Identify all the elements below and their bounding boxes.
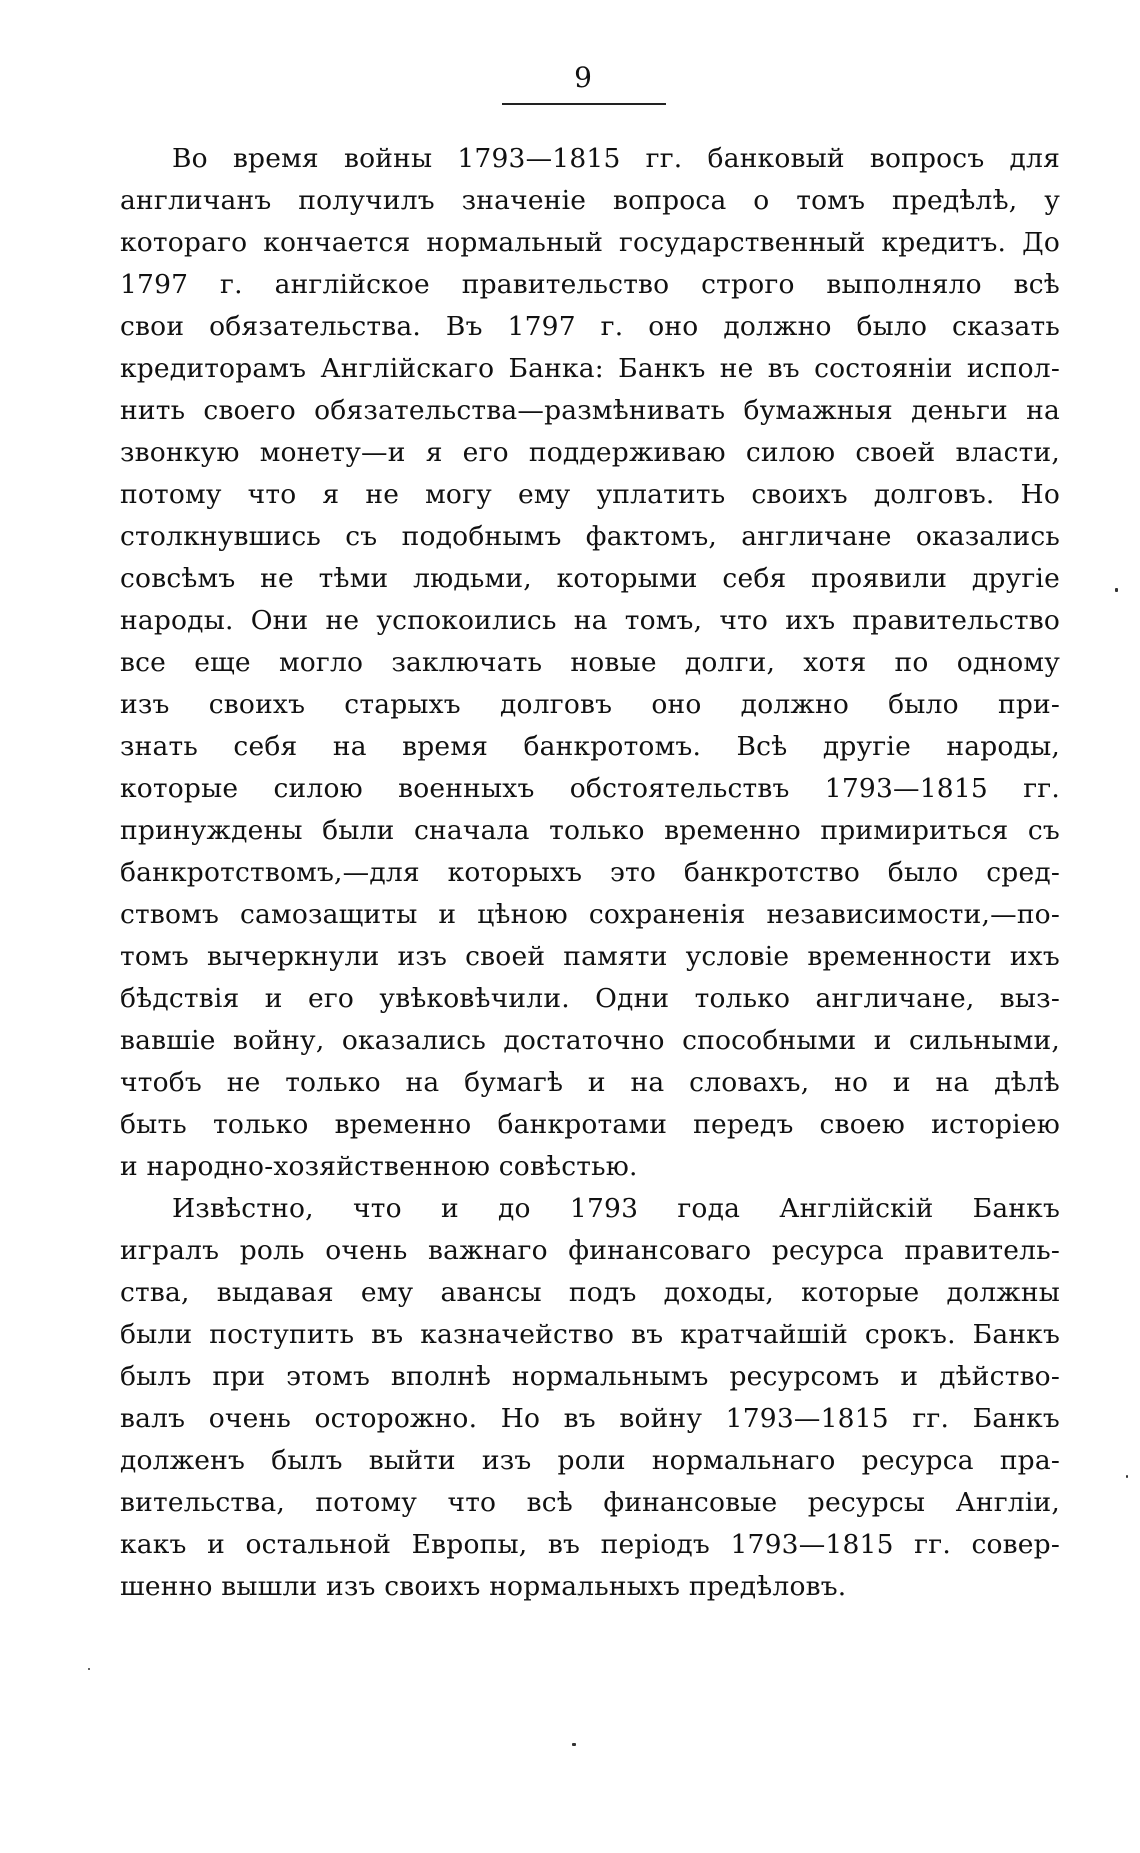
scan-speck	[572, 1743, 576, 1746]
text-line: принуждены были сначала только временно примириться съ	[120, 815, 1060, 846]
text-line: англичанъ получилъ значеніе вопроса о томъ предѣлѣ, у	[120, 185, 1060, 216]
text-line: банкротствомъ,—для которыхъ это банкротство было сред-	[120, 857, 1060, 888]
text-line: звонкую монету—и я его поддерживаю силою своей власти,	[120, 437, 1060, 468]
text-line: быть только временно банкротами передъ своею исторіею	[120, 1109, 1060, 1140]
text-line: томъ вычеркнули изъ своей памяти условіе временности ихъ	[120, 941, 1060, 972]
text-line: валъ очень осторожно. Но въ войну 1793—1815 гг. Банкъ	[120, 1403, 1060, 1434]
text-line: долженъ былъ выйти изъ роли нормальнаго ресурса пра-	[120, 1445, 1060, 1476]
text-line: ства, выдавая ему авансы подъ доходы, которые должны	[120, 1277, 1060, 1308]
text-line: Извѣстно, что и до 1793 года Англійскій Банкъ	[172, 1193, 1060, 1224]
text-line: все еще могло заключать новые долги, хотя по одному	[120, 647, 1060, 678]
page-number: 9	[574, 61, 592, 94]
page-number-rule	[502, 103, 666, 105]
text-line: вавшіе войну, оказались достаточно способными и сильными,	[120, 1025, 1060, 1056]
text-line: были поступить въ казначейство въ кратчайшій срокъ. Банкъ	[120, 1319, 1060, 1350]
paragraph-2	[120, 1188, 1060, 1608]
text-line: свои обязательства. Въ 1797 г. оно должно было сказать	[120, 311, 1060, 342]
text-line: бѣдствія и его увѣковѣчили. Одни только англичане, выз-	[120, 983, 1060, 1014]
text-line: которые силою военныхъ обстоятельствъ 1793—1815 гг.	[120, 773, 1060, 804]
text-line: знать себя на время банкротомъ. Всѣ другіе народы,	[120, 731, 1060, 762]
text-line: чтобъ не только на бумагѣ и на словахъ, но и на дѣлѣ	[120, 1067, 1060, 1098]
text-line: игралъ роль очень важнаго финансоваго ресурса правитель-	[120, 1235, 1060, 1266]
text-line: нить своего обязательства—размѣнивать бумажныя деньги на	[120, 395, 1060, 426]
scan-speck	[88, 1668, 90, 1670]
text-line: столкнувшись съ подобнымъ фактомъ, англичане оказались	[120, 521, 1060, 552]
text-line: 1797 г. англійское правительство строго выполняло всѣ	[120, 269, 1060, 300]
text-line: совсѣмъ не тѣми людьми, которыми себя проявили другіе	[120, 563, 1060, 594]
text-line: котораго кончается нормальный государственный кредитъ. До	[120, 227, 1060, 258]
body-text	[120, 138, 1060, 1608]
text-line: какъ и остальной Европы, въ періодъ 1793—1815 гг. совер-	[120, 1529, 1060, 1560]
text-line: былъ при этомъ вполнѣ нормальнымъ ресурсомъ и дѣйство-	[120, 1361, 1060, 1392]
text-line: Во время войны 1793—1815 гг. банковый вопросъ для	[172, 143, 1060, 174]
text-line: изъ своихъ старыхъ долговъ оно должно было при-	[120, 689, 1060, 720]
scan-speck	[1115, 588, 1118, 592]
paragraph-1	[120, 138, 1060, 1188]
text-line: народы. Они не успокоились на томъ, что ихъ правительство	[120, 605, 1060, 636]
text-line: шенно вышли изъ своихъ нормальныхъ предѣловъ.	[120, 1571, 847, 1602]
text-line: ствомъ самозащиты и цѣною сохраненія независимости,—по-	[120, 899, 1060, 930]
scan-speck	[1126, 1475, 1128, 1478]
text-line: и народно-хозяйственною совѣстью.	[120, 1151, 638, 1182]
text-line: кредиторамъ Англійскаго Банка: Банкъ не въ состояніи испол-	[120, 353, 1060, 384]
text-line: вительства, потому что всѣ финансовые ресурсы Англіи,	[120, 1487, 1060, 1518]
text-line: потому что я не могу ему уплатить своихъ долговъ. Но	[120, 479, 1060, 510]
